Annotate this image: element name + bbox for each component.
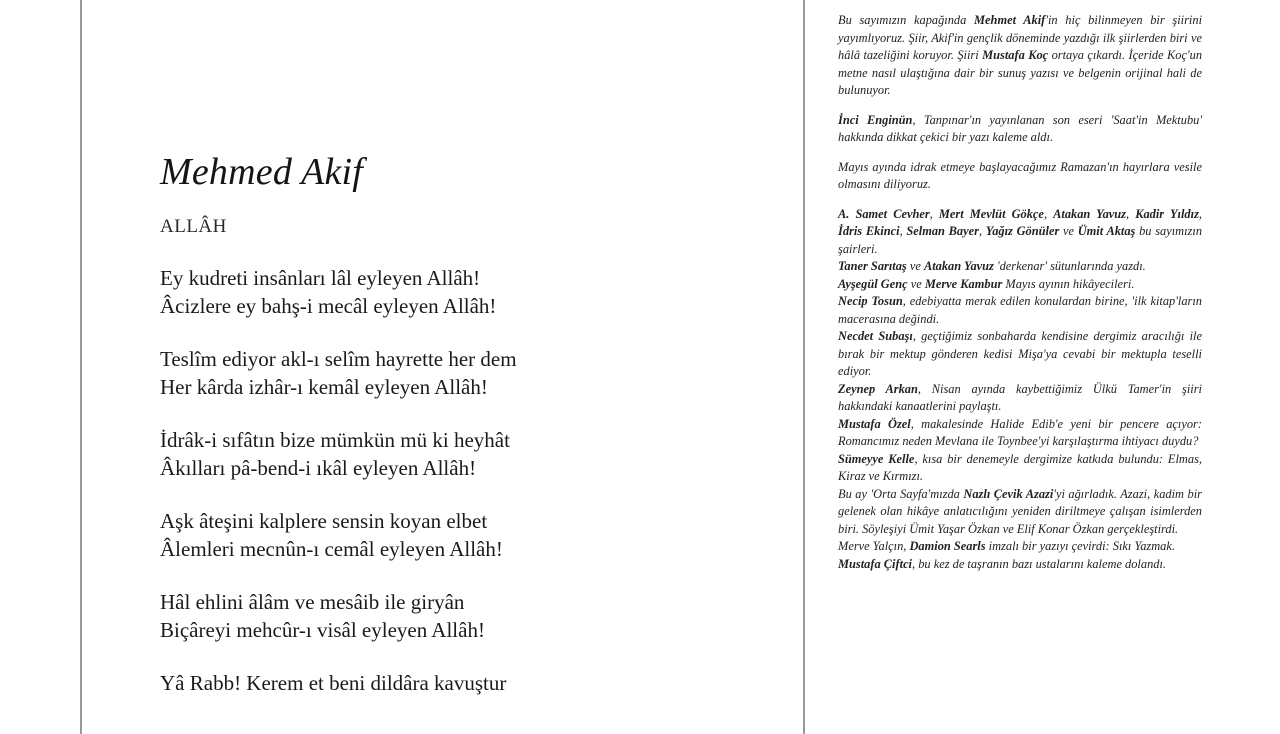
- editorial-name: Yağız Gönüler: [985, 224, 1060, 238]
- poem-line: İdrâk-i sıfâtın bize mümkün mü ki heyhât: [160, 428, 510, 452]
- editorial-column: [838, 12, 1202, 573]
- editorial-name: Selman Bayer: [906, 224, 979, 238]
- editorial-paragraph: [838, 486, 1202, 539]
- editorial-text: Bu ay 'Orta Sayfa'mızda: [838, 486, 964, 501]
- editorial-text: ,: [929, 206, 939, 221]
- editorial-paragraph: [838, 112, 1202, 147]
- editorial-text: , kısa bir denemeyle dergimize katkıda bulundu: Elmas, Kiraz ve Kırmızı.: [838, 451, 1202, 483]
- editorial-name: İnci Enginün: [838, 112, 913, 127]
- poem-title: ALLÂH: [160, 216, 227, 237]
- editorial-text: Bu sayımızın kapağında: [838, 13, 975, 27]
- editorial-name: A. Samet Cevher: [838, 206, 930, 221]
- editorial-text: 'derkenar' sütunlarında yazdı.: [993, 259, 1146, 273]
- poem-section: [160, 150, 680, 722]
- editorial-text: Merve Yalçın,: [838, 539, 910, 553]
- editorial-name: Mustafa Çiftci: [838, 556, 913, 571]
- editorial-name: Damion Searls: [909, 539, 986, 553]
- editorial-text: ,: [1198, 206, 1203, 221]
- editorial-paragraph: [838, 556, 1202, 574]
- stanza-4: [160, 507, 680, 563]
- poem-line: Biçâreyi mehcûr-ı visâl eyleyen Allâh!: [160, 618, 485, 642]
- editorial-name: Taner Sarıtaş: [838, 259, 907, 273]
- editorial-text: , Tanpınar'ın yayınlanan son eseri 'Saat'in Mektubu' hakkında dikkat çekici bir yazı kaleme aldı.: [838, 112, 1202, 144]
- stanza-1: [160, 264, 680, 320]
- editorial-text: ve: [906, 259, 924, 273]
- editorial-name: İdris Ekinci: [838, 224, 900, 238]
- editorial-name: Sümeyye Kelle: [838, 451, 915, 466]
- editorial-text: 'in hiç bilinmeyen bir şiirini yayımlıyoruz. Şiir, Akif'in gençlik döneminde yazdığı ilk şiirlerden biri ve hâlâ tazeliğini koruyor. Şiiri: [838, 13, 1203, 62]
- editorial-text: imzalı bir yazıyı çevirdi: Sıkı Yazmak.: [985, 539, 1175, 553]
- editorial-name: Atakan Yavuz: [1053, 206, 1127, 221]
- editorial-text: ve: [1059, 224, 1078, 238]
- poem-line: Her kârda izhâr-ı kemâl eyleyen Allâh!: [160, 375, 488, 399]
- editorial-name: Ümit Aktaş: [1077, 224, 1136, 238]
- editorial-name: Zeynep Arkan: [838, 381, 918, 396]
- editorial-paragraph: [838, 206, 1202, 259]
- editorial-paragraph: [838, 416, 1202, 451]
- poem-line: Âlemleri mecnûn-ı cemâl eyleyen Allâh!: [160, 537, 503, 561]
- editorial-text: , edebiyatta merak edilen konulardan birine, 'ilk kitap'ların macerasına değindi.: [838, 294, 1202, 326]
- poem-line: Aşk âteşini kalplere sensin koyan elbet: [160, 509, 488, 533]
- editorial-name: Atakan Yavuz: [923, 259, 994, 273]
- editorial-paragraph: [838, 538, 1202, 556]
- stanza-3: [160, 426, 680, 482]
- editorial-text: 'yi ağırladık. Azazi, kadim bir gelenek olan hikâye anlatıcılığını yeniden diriltmeye çalışan isimlerden biri. Söyleşiyi Ümit Yaşar Özkan ve Elif Konar Özkan gerçekleştirdi.: [838, 486, 1202, 536]
- editorial-text: , bu kez de taşranın bazı ustalarını kaleme dolandı.: [912, 556, 1167, 571]
- editorial-text: ,: [899, 224, 907, 238]
- editorial-paragraph: [838, 328, 1202, 381]
- editorial-name: Mert Mevlüt Gökçe: [938, 206, 1044, 221]
- poem-line: Yâ Rabb! Kerem et beni dildâra kavuştur: [160, 671, 507, 695]
- poem-line: Hâl ehlini âlâm ve mesâib ile giryân: [160, 590, 465, 614]
- poem-line: Ey kudreti insânları lâl eyleyen Allâh!: [160, 266, 481, 290]
- editorial-text: ortaya çıkardı. İçeride Koç'un metne nasıl ulaştığına dair bir sunuş yazısı ve belgenin orijinal hali de bulunuyor.: [838, 48, 1203, 97]
- editorial-paragraph: [838, 293, 1202, 328]
- editorial-name: Merve Kambur: [924, 276, 1003, 291]
- editorial-text: ,: [1126, 206, 1136, 221]
- poem-line: Âkılları pâ-bend-i ıkâl eyleyen Allâh!: [160, 456, 477, 480]
- editorial-paragraph: [838, 12, 1202, 100]
- editorial-name: Mehmet Akif: [974, 13, 1046, 27]
- editorial-text: , makalesinde Halide Edib'e yeni bir pencere açıyor: Romancımız neden Mevlana ile Toynbee'yi karşılaştırma ihtiyacı duydu?: [838, 416, 1202, 448]
- editorial-name: Mustafa Koç: [982, 48, 1049, 62]
- editorial-text: , Nisan ayında kaybettiğimiz Ülkü Tamer'in şiiri hakkındaki kanaatlerini paylaştı.: [838, 381, 1202, 413]
- stanza-2: [160, 345, 680, 401]
- editorial-paragraph: [838, 276, 1202, 294]
- poet-name: Mehmed Akif: [160, 151, 364, 193]
- editorial-text: ve: [907, 276, 925, 291]
- editorial-text: ,: [978, 224, 986, 238]
- stanza-5: [160, 588, 680, 644]
- editorial-name: Kadir Yıldız: [1135, 206, 1199, 221]
- editorial-paragraph: [838, 258, 1202, 276]
- editorial-name: Mustafa Özel: [838, 416, 911, 431]
- editorial-text: Mayıs ayının hikâyecileri.: [1002, 276, 1135, 291]
- editorial-name: Necip Tosun: [838, 294, 903, 308]
- stanza-6: [160, 669, 680, 697]
- editorial-name: Nazlı Çevik Azazi: [963, 486, 1054, 501]
- editorial-text: ,: [1043, 206, 1054, 221]
- poem-line: Teslîm ediyor akl-ı selîm hayrette her dem: [160, 347, 517, 371]
- editorial-paragraph: [838, 451, 1202, 486]
- editorial-paragraph: [838, 381, 1202, 416]
- poem-line: Âcizlere ey bahş-i mecâl eyleyen Allâh!: [160, 294, 497, 318]
- editorial-name: Ayşegül Genç: [838, 276, 908, 291]
- editorial-name: Necdet Subaşı: [838, 329, 913, 343]
- editorial-paragraph: Mayıs ayında idrak etmeye başlayacağımız Ramazan'ın hayırlara vesile olmasını diliyoruz.: [838, 159, 1202, 191]
- editorial-text: , geçtiğimiz sonbaharda kendisine dergimiz aracılığı ile bırak bir mektup gönderen kedisi Mişa'ya cevabi bir mektupla teselli ediyor.: [838, 329, 1203, 378]
- editorial-text: bu sayımızın şairleri.: [838, 224, 1203, 256]
